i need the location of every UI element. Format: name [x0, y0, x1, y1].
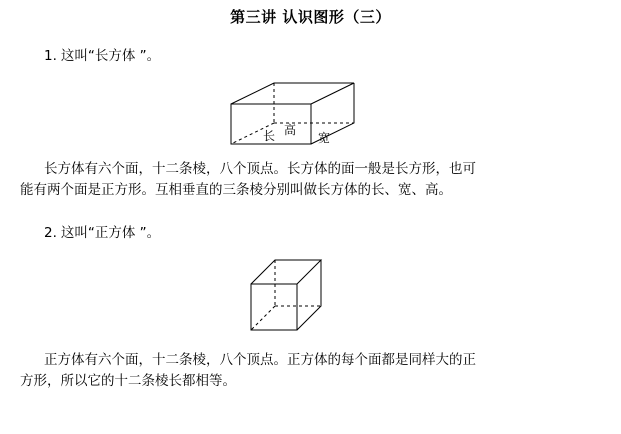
label-width: 宽 [318, 131, 331, 145]
cuboid-top-face [231, 83, 354, 104]
cube-right-face [297, 260, 321, 330]
section-1-heading [44, 44, 160, 64]
cuboid-figure [226, 82, 362, 148]
label-length: 长 [263, 129, 276, 143]
section-2-paragraph-line-1: 正方体有六个面，十二条棱，八个顶点。正方体的每个面都是同样大的正 [44, 352, 476, 368]
section-2-number: 2. [44, 225, 57, 241]
section-1-heading-text: 这叫“长方体 ”。 [60, 48, 161, 64]
section-2-heading [44, 221, 160, 241]
label-height: 高 [284, 123, 297, 137]
section-1-paragraph-line-1: 长方体有六个面，十二条棱，八个顶点。长方体的面一般是长方形，也可 [44, 161, 476, 177]
section-2-paragraph-line-2: 方形，所以它的十二条棱长都相等。 [20, 373, 236, 389]
section-2-heading-text: 这叫“正方体 ”。 [60, 225, 161, 241]
cube-top-face [251, 260, 321, 284]
cube-figure [248, 259, 328, 334]
lesson-title: 第三讲 认识图形（三） [230, 8, 391, 26]
section-1-paragraph-line-2: 能有两个面是正方形。互相垂直的三条棱分别叫做长方体的长、宽、高。 [20, 182, 452, 198]
section-1-number: 1. [44, 48, 57, 64]
